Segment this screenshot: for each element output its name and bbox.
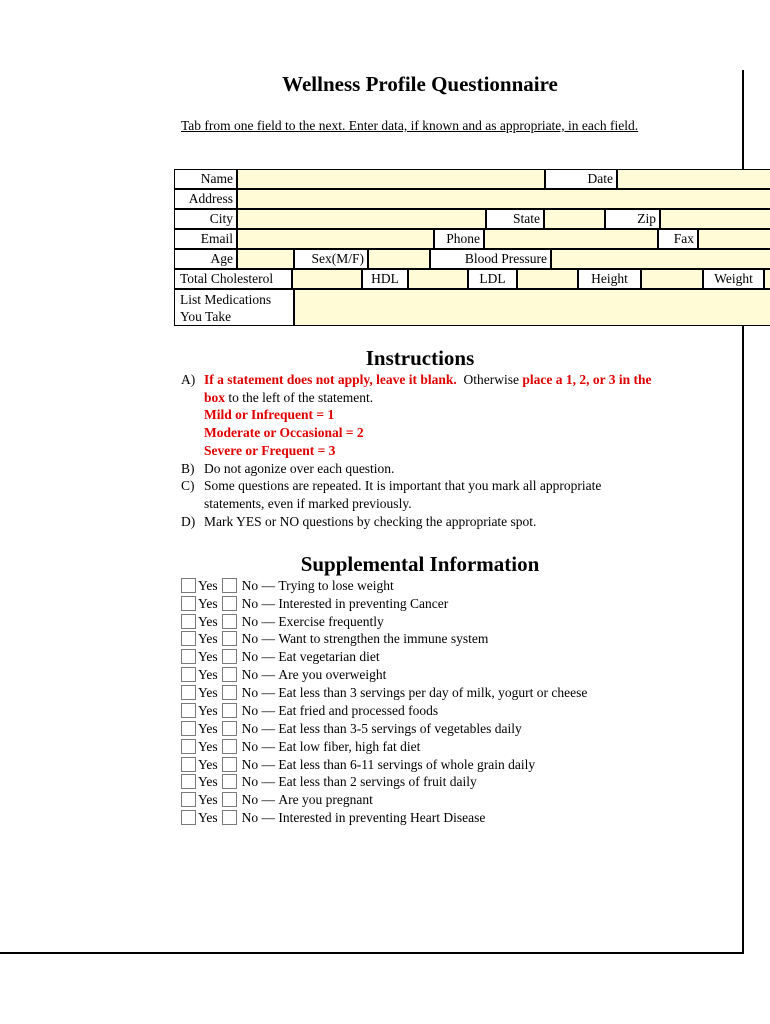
- question-text: Eat low fiber, high fat diet: [278, 739, 421, 754]
- city-label: City: [174, 209, 237, 229]
- address-field[interactable]: [237, 189, 770, 209]
- phone-field[interactable]: [484, 229, 658, 249]
- yes-checkbox[interactable]: [181, 596, 196, 611]
- question-row: [181, 630, 488, 647]
- question-text: Eat fried and processed foods: [278, 703, 439, 718]
- yes-checkbox[interactable]: [181, 649, 196, 664]
- page-title: Wellness Profile Questionnaire: [282, 72, 558, 96]
- date-field[interactable]: [617, 169, 770, 189]
- yes-checkbox[interactable]: [181, 810, 196, 825]
- no-label: No —: [241, 739, 276, 754]
- yes-label: Yes: [198, 757, 218, 772]
- hdl-label: HDL: [362, 269, 408, 289]
- no-checkbox[interactable]: [222, 667, 237, 682]
- yes-checkbox[interactable]: [181, 757, 196, 772]
- yes-checkbox[interactable]: [181, 614, 196, 629]
- no-label: No —: [241, 578, 276, 593]
- sex-field[interactable]: [368, 249, 430, 269]
- instruction-a-otherwise: Otherwise: [463, 372, 519, 387]
- instruction-c: [181, 477, 681, 512]
- question-row: [181, 666, 386, 683]
- question-row: [181, 809, 485, 826]
- address-label: Address: [174, 189, 237, 209]
- no-checkbox[interactable]: [222, 596, 237, 611]
- yes-checkbox[interactable]: [181, 631, 196, 646]
- yes-label: Yes: [198, 703, 218, 718]
- city-field[interactable]: [237, 209, 486, 229]
- name-label: Name: [174, 169, 237, 189]
- question-row: [181, 577, 394, 594]
- question-row: [181, 613, 384, 630]
- yes-checkbox[interactable]: [181, 703, 196, 718]
- question-text: Eat less than 2 servings of fruit daily: [278, 774, 477, 789]
- scale-severe: Severe or Frequent = 3: [204, 442, 336, 458]
- question-text: Trying to lose weight: [278, 578, 394, 593]
- email-label: Email: [174, 229, 237, 249]
- no-checkbox[interactable]: [222, 614, 237, 629]
- question-text: Interested in preventing Heart Disease: [278, 810, 486, 825]
- question-row: [181, 648, 380, 665]
- blood-pressure-label: Blood Pressure: [430, 249, 551, 269]
- question-row: [181, 791, 373, 808]
- medications-field[interactable]: [294, 289, 770, 326]
- total-cholesterol-label: Total Cholesterol: [174, 269, 292, 289]
- no-label: No —: [241, 721, 276, 736]
- instruction-a-place-number: place a 1, 2, or 3 in the box: [204, 372, 652, 405]
- yes-label: Yes: [198, 685, 218, 700]
- question-text: Want to strengthen the immune system: [278, 631, 489, 646]
- age-label: Age: [174, 249, 237, 269]
- question-text: Eat less than 6-11 servings of whole grain daily: [278, 757, 536, 772]
- instruction-b-marker: B): [181, 460, 195, 476]
- no-label: No —: [241, 703, 276, 718]
- no-label: No —: [241, 685, 276, 700]
- yes-label: Yes: [198, 739, 218, 754]
- instruction-d-text: Mark YES or NO questions by checking the appropriate spot.: [204, 513, 537, 529]
- yes-checkbox[interactable]: [181, 774, 196, 789]
- question-row: [181, 684, 587, 701]
- age-field[interactable]: [237, 249, 294, 269]
- instructions-list: [181, 371, 681, 530]
- no-label: No —: [241, 810, 276, 825]
- yes-label: Yes: [198, 667, 218, 682]
- no-checkbox[interactable]: [222, 792, 237, 807]
- yes-checkbox[interactable]: [181, 739, 196, 754]
- sex-label: Sex(M/F): [294, 249, 368, 269]
- supplemental-heading: Supplemental Information: [300, 552, 540, 576]
- instruction-a-marker: A): [181, 372, 196, 387]
- hdl-field[interactable]: [408, 269, 468, 289]
- yes-checkbox[interactable]: [181, 667, 196, 682]
- no-label: No —: [241, 757, 276, 772]
- state-label: State: [486, 209, 544, 229]
- intro-text: Tab from one field to the next. Enter data, if known and as appropriate, in each field.: [181, 118, 639, 133]
- total-cholesterol-field[interactable]: [292, 269, 362, 289]
- yes-label: Yes: [198, 631, 218, 646]
- ldl-field[interactable]: [517, 269, 578, 289]
- instruction-a: [181, 371, 681, 460]
- fax-label: Fax: [658, 229, 698, 249]
- question-row: [181, 595, 448, 612]
- phone-label: Phone: [434, 229, 484, 249]
- weight-label: Weight: [703, 269, 764, 289]
- yes-checkbox[interactable]: [181, 721, 196, 736]
- weight-field[interactable]: [764, 269, 770, 289]
- no-checkbox[interactable]: [222, 578, 237, 593]
- state-field[interactable]: [544, 209, 605, 229]
- yes-label: Yes: [198, 649, 218, 664]
- no-label: No —: [241, 649, 276, 664]
- instruction-b: [181, 460, 681, 478]
- yes-checkbox[interactable]: [181, 578, 196, 593]
- no-checkbox[interactable]: [222, 757, 237, 772]
- no-checkbox[interactable]: [222, 774, 237, 789]
- instruction-c-marker: C): [181, 478, 195, 494]
- instruction-a-left-of-statement: to the left of the statement.: [228, 389, 374, 405]
- no-checkbox[interactable]: [222, 685, 237, 700]
- instruction-a-leave-blank: If a statement does not apply, leave it blank.: [204, 372, 457, 387]
- yes-label: Yes: [198, 721, 218, 736]
- height-field[interactable]: [641, 269, 703, 289]
- zip-label: Zip: [605, 209, 660, 229]
- instruction-b-text: Do not agonize over each question.: [204, 460, 395, 476]
- no-label: No —: [241, 667, 276, 682]
- scale-moderate: Moderate or Occasional = 2: [204, 425, 364, 441]
- scale-mild: Mild or Infrequent = 1: [204, 407, 335, 423]
- email-field[interactable]: [237, 229, 434, 249]
- yes-label: Yes: [198, 578, 218, 593]
- yes-label: Yes: [198, 810, 218, 825]
- question-row: [181, 756, 535, 773]
- instruction-c-text: Some questions are repeated. It is important that you mark all appropriate statements, even if marked previously.: [204, 478, 602, 511]
- question-row: [181, 738, 420, 755]
- question-text: Interested in preventing Cancer: [278, 596, 449, 611]
- question-row: [181, 702, 438, 719]
- question-text: Eat less than 3-5 servings of vegetables daily: [278, 721, 522, 736]
- question-text: Eat less than 3 servings per day of milk, yogurt or cheese: [278, 685, 588, 700]
- date-label: Date: [545, 169, 617, 189]
- yes-label: Yes: [198, 792, 218, 807]
- no-checkbox[interactable]: [222, 631, 237, 646]
- no-label: No —: [241, 631, 276, 646]
- yes-label: Yes: [198, 774, 218, 789]
- instruction-d-marker: D): [181, 513, 196, 529]
- ldl-label: LDL: [468, 269, 517, 289]
- no-checkbox[interactable]: [222, 703, 237, 718]
- no-checkbox[interactable]: [222, 649, 237, 664]
- yes-checkbox[interactable]: [181, 792, 196, 807]
- no-label: No —: [241, 614, 276, 629]
- question-text: Eat vegetarian diet: [278, 649, 380, 664]
- page-border-bottom: [0, 952, 744, 954]
- question-text: Are you pregnant: [278, 792, 373, 807]
- name-field[interactable]: [237, 169, 545, 189]
- no-label: No —: [241, 792, 276, 807]
- no-checkbox[interactable]: [222, 810, 237, 825]
- zip-field[interactable]: [660, 209, 770, 229]
- yes-label: Yes: [198, 596, 218, 611]
- question-text: Are you overweight: [278, 667, 387, 682]
- fax-field[interactable]: [698, 229, 770, 249]
- yes-label: Yes: [198, 614, 218, 629]
- no-checkbox[interactable]: [222, 739, 237, 754]
- no-label: No —: [241, 774, 276, 789]
- question-row: [181, 720, 522, 737]
- height-label: Height: [578, 269, 641, 289]
- blood-pressure-field[interactable]: [551, 249, 770, 269]
- yes-checkbox[interactable]: [181, 685, 196, 700]
- question-text: Exercise frequently: [278, 614, 384, 629]
- question-row: [181, 773, 477, 790]
- no-label: No —: [241, 596, 276, 611]
- instructions-heading: Instructions: [365, 346, 475, 370]
- no-checkbox[interactable]: [222, 721, 237, 736]
- medications-label: List Medications You Take: [174, 289, 294, 326]
- instruction-d: [181, 513, 681, 531]
